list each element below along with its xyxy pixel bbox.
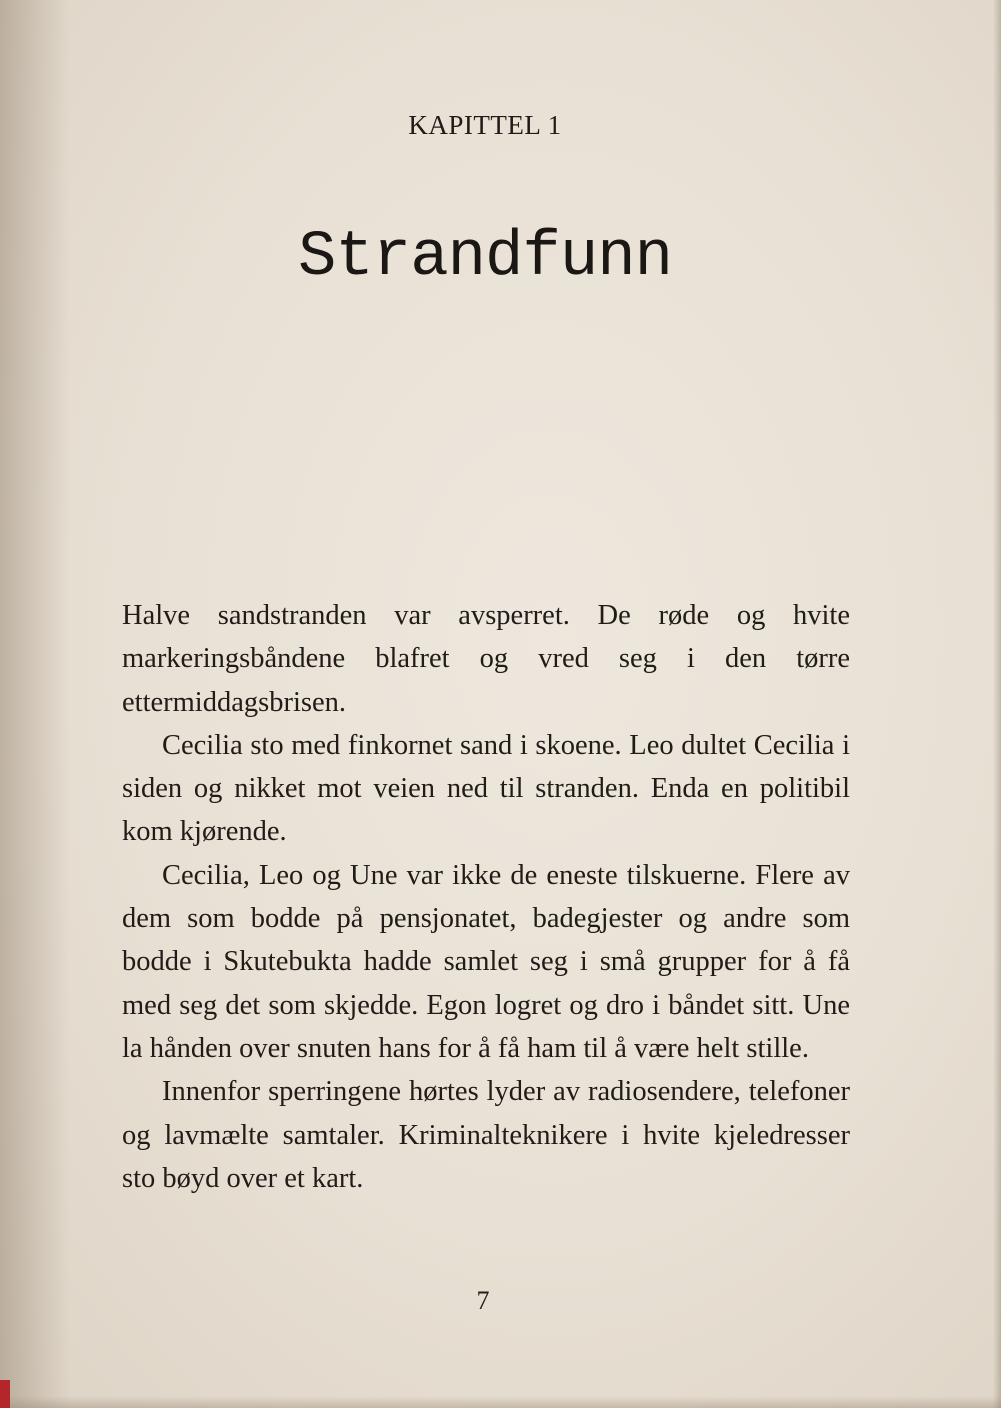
chapter-label: KAPITTEL 1 [408, 110, 562, 140]
gutter-shadow [0, 0, 70, 1408]
page-number: 7 [476, 1286, 490, 1315]
binding-corner [0, 1380, 10, 1408]
paragraph-2: Cecilia sto med finkornet sand i skoene. Leo dultet Cecilia i siden og nikket mot veien ned til stranden. Enda en politibil kom kjørende. [122, 729, 850, 848]
page-bottom-edge [0, 1396, 1001, 1408]
chapter-title: Strandfunn [297, 222, 673, 294]
paragraph-3: Cecilia, Leo og Une var ikke de eneste tilskuerne. Flere av dem som bodde på pensjonatet, badegjester og andre som bodde i Skutebukta hadde samlet seg i små grupper for å få med seg det som skjedde. Egon logret og dro i båndet sitt. Une la hånden over snuten hans for å få ham til å være helt stille. [122, 859, 850, 1064]
page-edge [993, 0, 1001, 1408]
chapter-body [122, 594, 850, 1200]
paragraph-4: Innenfor sperringene hørtes lyder av radiosendere, telefoner og lavmælte samtaler. Kriminalteknikere i hvite kjeledresser sto bøyd over et kart. [122, 1076, 850, 1194]
paragraph-1: Halve sandstranden var avsperret. De røde og hvite markeringsbåndene blafret og vred seg i den tørre ettermiddagsbrisen. [122, 600, 850, 718]
